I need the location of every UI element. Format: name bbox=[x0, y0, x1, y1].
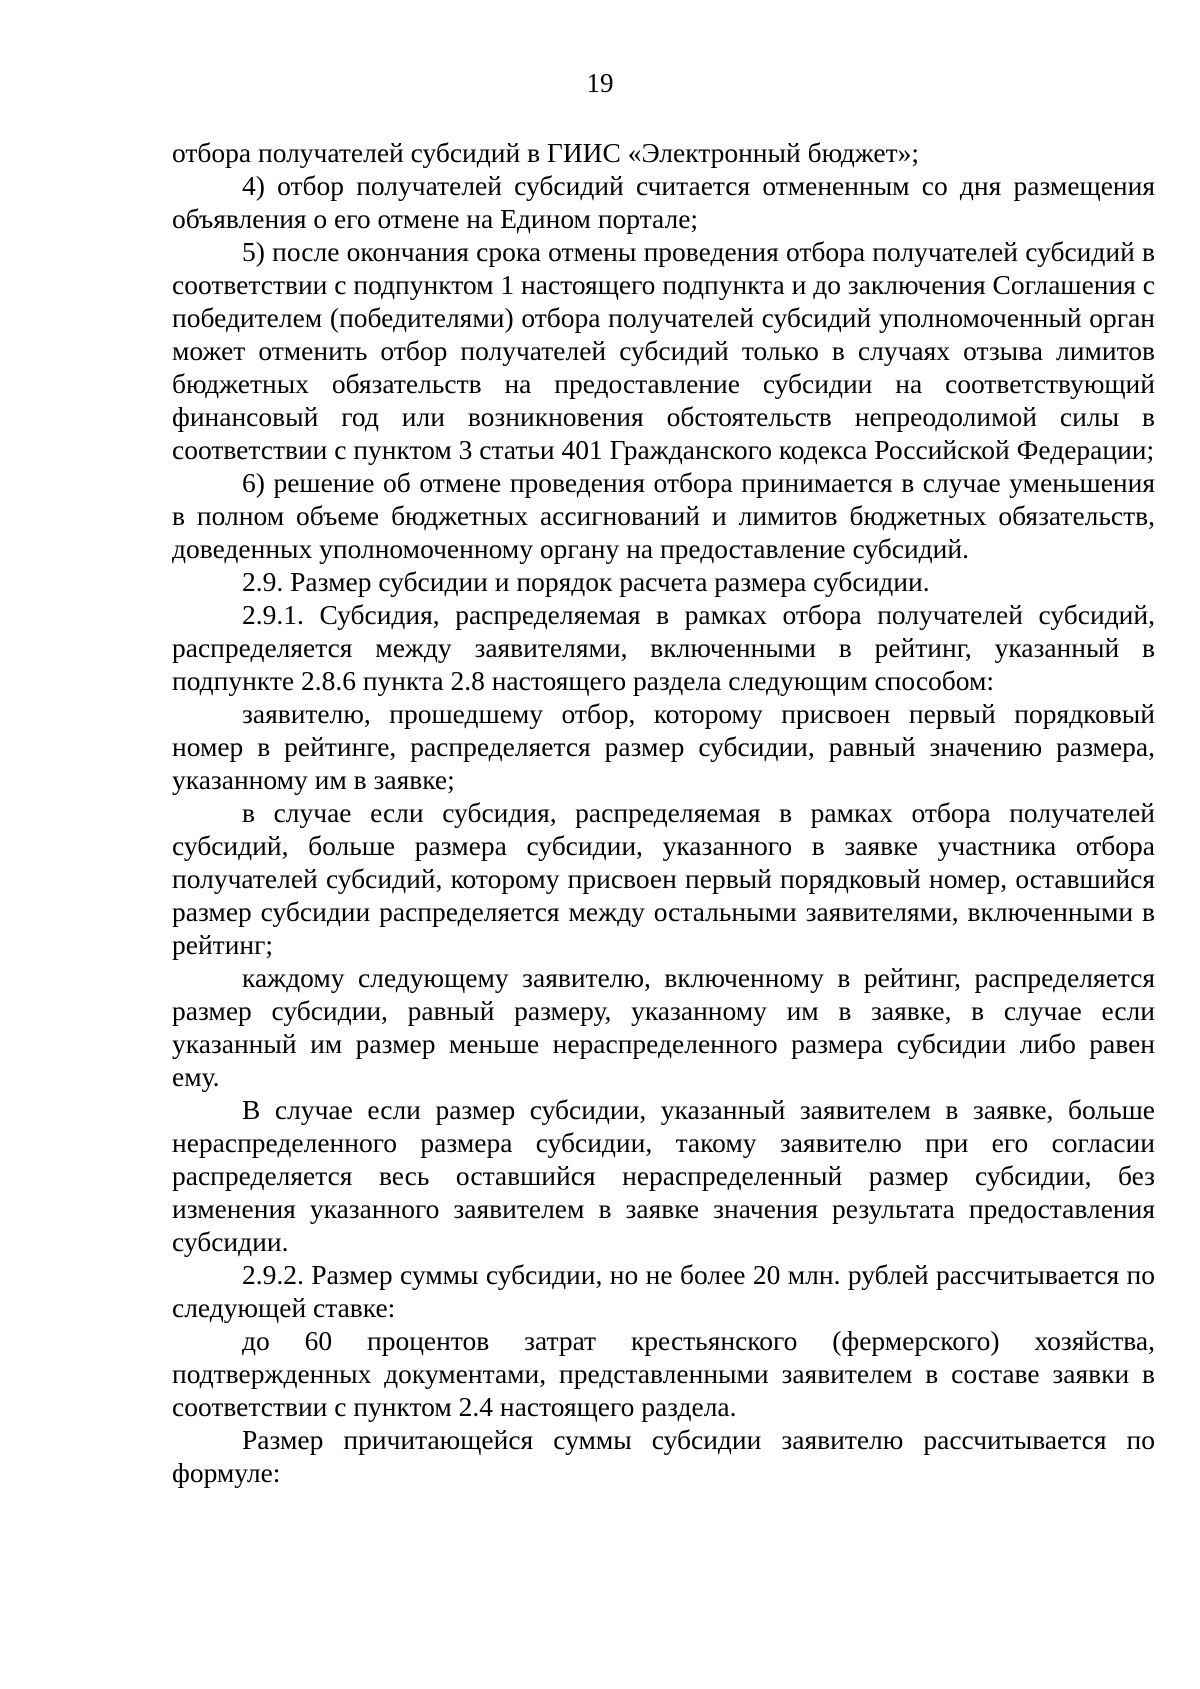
section-heading-2-9: 2.9. Размер субсидии и порядок расчета размера субсидии. bbox=[242, 566, 930, 597]
paragraph-item-6: 6) решение об отмене проведения отбора принимается в случае уменьшения в полном объеме бюджетных ассигнований и лимитов бюджетных обязательств, доведенных уполномоченному органу на предоставление субсидий. bbox=[172, 467, 1155, 564]
paragraph-formula-intro: Размер причитающейся суммы субсидии заявителю рассчитывается по формуле: bbox=[172, 1424, 1155, 1488]
paragraph-2-9-1: 2.9.1. Субсидия, распределяемая в рамках отбора получателей субсидий, распределяется между заявителями, включенными в рейтинг, указанный в подпункте 2.8.6 пункта 2.8 настоящего раздела следующим способом: bbox=[172, 599, 1155, 696]
page-number: 19 bbox=[586, 68, 614, 98]
paragraph-rate: до 60 процентов затрат крестьянского (фермерского) хозяйства, подтвержденных документами, представленными заявителем в составе заявки в соответствии с пунктом 2.4 настоящего раздела. bbox=[172, 1325, 1155, 1422]
paragraph-item-5: 5) после окончания срока отмены проведения отбора получателей субсидий в соответствии с подпунктом 1 настоящего подпункта и до заключения Соглашения с победителем (победителями) отбора получателей субсидий уполномоченный орган может отменить отбор получателей субсидий только в случаях отзыва лимитов бюджетных обязательств на предоставление субсидии на соответствующий финансовый год или возникновения обстоятельств непреодолимой силы в соответствии с пунктом 3 статьи 401 Гражданского кодекса Российской Федерации; bbox=[172, 236, 1155, 465]
paragraph-first-applicant: заявителю, прошедшему отбор, которому присвоен первый порядковый номер в рейтинге, распределяется размер субсидии, равный значению размера, указанному им в заявке; bbox=[172, 698, 1155, 795]
paragraph-2-9-2: 2.9.2. Размер суммы субсидии, но не более 20 млн. рублей рассчитывается по следующей ставке: bbox=[172, 1259, 1155, 1323]
document-body bbox=[172, 136, 1155, 1489]
paragraph-continuation: отбора получателей субсидий в ГИИС «Электронный бюджет»; bbox=[172, 137, 919, 168]
paragraph-item-4: 4) отбор получателей субсидий считается отмененным со дня размещения объявления о его отмене на Едином портале; bbox=[172, 170, 1155, 234]
paragraph-larger-request: В случае если размер субсидии, указанный заявителем в заявке, больше нераспределенного размера субсидии, такому заявителю при его согласии распределяется весь оставшийся нераспределенный размер субсидии, без изменения указанного заявителем в заявке значения результата предоставления субсидии. bbox=[172, 1094, 1155, 1257]
paragraph-remaining-distribution: в случае если субсидия, распределяемая в рамках отбора получателей субсидий, больше размера субсидии, указанного в заявке участника отбора получателей субсидий, которому присвоен первый порядковый номер, оставшийся размер субсидии распределяется между остальными заявителями, включенными в рейтинг; bbox=[172, 797, 1155, 960]
paragraph-each-next-applicant: каждому следующему заявителю, включенному в рейтинг, распределяется размер субсидии, равный размеру, указанному им в заявке, в случае если указанный им размер меньше нераспределенного размера субсидии либо равен ему. bbox=[172, 962, 1155, 1092]
